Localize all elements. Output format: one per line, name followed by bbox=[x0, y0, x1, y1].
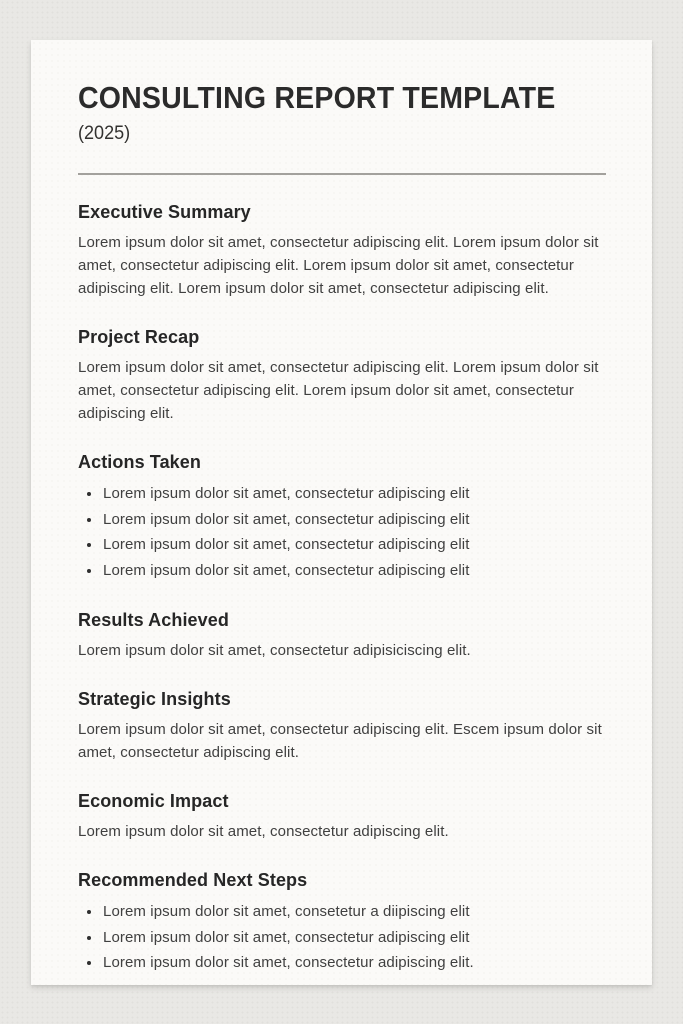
section-recommended-next-steps bbox=[78, 869, 606, 976]
section-paragraph: Lorem ipsum dolor sit amet, consectetur adipiscing elit. bbox=[78, 823, 449, 840]
list-item: • Lorem ipsum dolor sit amet, consectetur adipiscing elit bbox=[102, 532, 606, 558]
page-subtitle-text: (2025) bbox=[78, 123, 131, 144]
section-paragraph: Lorem ipsum dolor sit amet, consectetur adipiscing elit. Lorem ipsum dolor sit amet, consectetur adipiscing elit. Lorem ipsum dolor sit amet, consectetur adipiscing elit. Lorem ipsum dolor sit amet, consectetur adipiscing elit. bbox=[78, 234, 599, 297]
section-heading: Results Achieved bbox=[78, 610, 229, 630]
section-actions-taken bbox=[78, 451, 606, 583]
page-title bbox=[78, 80, 606, 116]
section-strategic-insights bbox=[78, 688, 606, 764]
section-heading: Project Recap bbox=[78, 327, 200, 347]
bullet-list bbox=[78, 481, 606, 583]
report-page bbox=[31, 40, 652, 985]
section-paragraph: Lorem ipsum dolor sit amet, consectetur adipiscing elit. Escem ipsum dolor sit amet, consectetur adipiscing elit. bbox=[78, 721, 602, 761]
bullet-list bbox=[78, 899, 606, 976]
list-item: • Lorem ipsum dolor sit amet, consectetur adipiscing elit bbox=[102, 507, 606, 533]
section-economic-impact bbox=[78, 790, 606, 843]
divider bbox=[78, 173, 606, 175]
page-subtitle bbox=[78, 121, 606, 147]
list-item: • Lorem ipsum dolor sit amet, consectetur adipiscing elit bbox=[102, 925, 606, 951]
section-project-recap bbox=[78, 326, 606, 425]
section-heading: Strategic Insights bbox=[78, 689, 231, 709]
page-title-text: CONSULTING REPORT TEMPLATE bbox=[78, 80, 556, 115]
list-item: • Lorem ipsum dolor sit amet, consectetur adipiscing elit bbox=[102, 481, 606, 507]
section-heading: Economic Impact bbox=[78, 791, 229, 811]
list-item: • Lorem ipsum dolor sit amet, consectetur adipiscing elit. bbox=[102, 950, 606, 976]
section-results-achieved bbox=[78, 609, 606, 662]
section-executive-summary bbox=[78, 201, 606, 300]
list-item: • Lorem ipsum dolor sit amet, consectetur adipiscing elit bbox=[102, 558, 606, 584]
section-heading: Recommended Next Steps bbox=[78, 870, 308, 890]
section-heading: Executive Summary bbox=[78, 202, 251, 222]
list-item: • Lorem ipsum dolor sit amet, consetetur a diipiscing elit bbox=[102, 899, 606, 925]
section-paragraph: Lorem ipsum dolor sit amet, consectetur adipiscing elit. Lorem ipsum dolor sit amet, consectetur adipiscing elit. Lorem ipsum dolor sit amet, consectetur adipiscing elit. bbox=[78, 359, 599, 422]
section-paragraph: Lorem ipsum dolor sit amet, consectetur adipisiciscing elit. bbox=[78, 642, 471, 659]
section-heading: Actions Taken bbox=[78, 452, 201, 472]
